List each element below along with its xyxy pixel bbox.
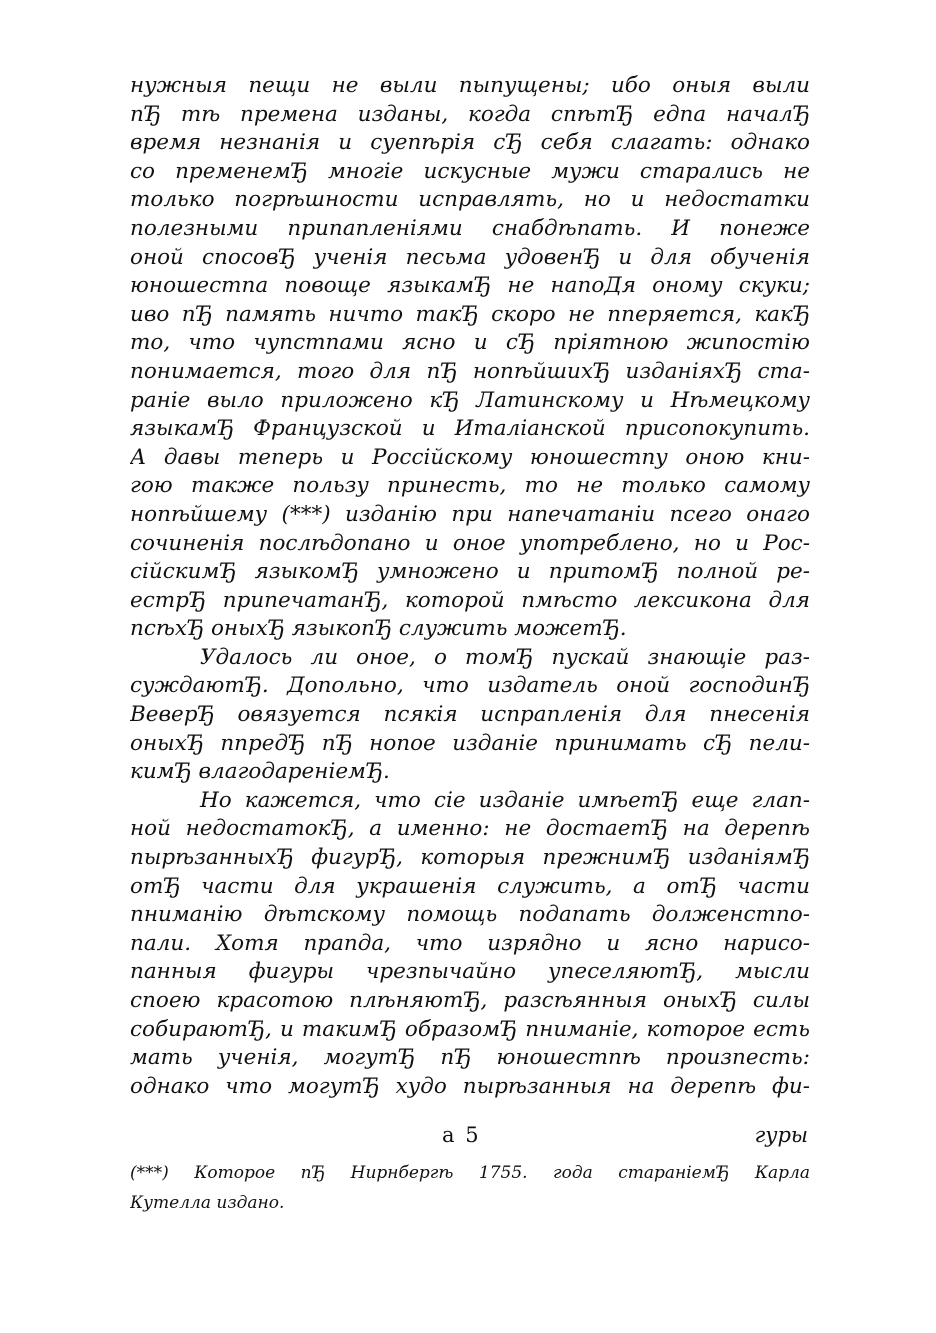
text-line: Удалось ли оное, о томЂ пускай знающіе раз- — [200, 644, 810, 670]
text-line: юношестпа повоще языкамЂ не напоДя оному скуки; — [130, 273, 810, 299]
paragraph-1 — [130, 72, 810, 644]
text-line: кимЂ влагодареніемЂ. — [130, 759, 390, 785]
text-line: псѣхЂ оныхЂ языкопЂ служить можетЂ. — [130, 616, 627, 642]
text-line: нопѣйшему (***) изданію при напечатаніи псего онаго — [130, 501, 810, 527]
text-line: понимается, того для пЂ нопѣйшихЂ изданіяхЂ ста- — [130, 358, 810, 384]
text-line: раніе выло приложено кЂ Латинскому и Нѣмецкому — [130, 387, 810, 413]
text-line: время незнанія и суепѣрія сЂ себя слагать: однако — [130, 130, 810, 156]
text-line: нужныя пещи не выли пыпущены; ибо оныя выли — [130, 73, 810, 98]
text-line: со пременемЂ многіе искусные мужи старались не — [130, 158, 810, 184]
text-line: сочиненія послѣдопано и оное употреблено, но и Рос- — [130, 530, 810, 556]
text-line: собираютЂ, и такимЂ образомЂ пниманіе, которое есть — [130, 1016, 810, 1042]
text-line: пырѣзанныхЂ фигурЂ, которыя прежнимЂ изданіямЂ — [130, 845, 810, 871]
text-line: сійскимЂ языкомЂ умножено и притомЂ полной ре- — [130, 559, 810, 585]
text-line: отЂ части для украшенія служить, а отЂ части — [130, 873, 810, 899]
text-line: Но кажется, что сіе изданіе имѣетЂ еще глап- — [200, 787, 810, 813]
paragraph-2 — [130, 644, 810, 787]
text-line: суждаютЂ. Допольно, что издатель оной господинЂ — [130, 673, 810, 699]
text-line: пниманію дѣтскому помощь подапать долженстпо- — [130, 902, 810, 928]
paragraph-3 — [130, 787, 810, 1102]
text-line: спoею красотою плѣняютЂ, разсѣянныя оныхЂ силы — [130, 988, 810, 1013]
text-line: однако что могутЂ худо пырѣзанныя на дерепѣ фи- — [130, 1073, 810, 1099]
text-line: панныя фигуры чрезпычайно упеселяютЂ, мысли — [130, 959, 810, 985]
main-text — [130, 72, 810, 1101]
text-line: естрЂ припечатанЂ, которой пмѣсто лексикона для — [130, 587, 810, 613]
catchword: гуры — [754, 1123, 808, 1147]
footnote-line: Кутелла издано. — [130, 1193, 285, 1213]
text-line: ВеверЂ овязуется псякія испрапленія для пнесенія — [130, 702, 810, 728]
text-line: оныхЂ ппредЂ пЂ нопое изданіе принимать сЂ пели- — [130, 730, 810, 756]
footnote-line: (***) Которое пЂ Нирнбергѣ 1755. года стараніемЂ Карла — [130, 1163, 810, 1183]
text-line: языкамЂ Французской и Италіанской присопокупить. — [130, 416, 810, 442]
text-line: пали. Хотя прапда, что изрядно и ясно нарисо- — [130, 930, 810, 956]
text-line: полезными припапленіями снабдѣпать. И понеже — [130, 215, 810, 241]
text-line: мать ученія, могутЂ пЂ юношестпѣ произпесть: — [130, 1045, 810, 1071]
signature-mark: а 5 — [442, 1123, 481, 1147]
text-line: оной спосовЂ ученія песьма удовенЂ и для обученія — [130, 244, 810, 270]
text-line: ной недостатокЂ, а именно: не достаетЂ на дерепѣ — [130, 816, 810, 842]
footnote — [130, 1158, 810, 1218]
text-line: пЂ тѣ премена изданы, когда спѣтЂ едпа началЂ — [130, 101, 810, 127]
page-footer-row — [130, 1123, 810, 1153]
text-line: только погрѣшности исправлять, но и недостатки — [130, 187, 810, 213]
text-line: то, что чупстпами ясно и сЂ пріятною жипостію — [130, 330, 810, 356]
text-line: А давы теперь и Россійскому юношестпу оною кни- — [130, 444, 810, 470]
text-line: иво пЂ память ничто такЂ скоро не пперяется, какЂ — [130, 301, 810, 327]
text-line: гою также пользу принесть, то не только самому — [130, 473, 810, 499]
